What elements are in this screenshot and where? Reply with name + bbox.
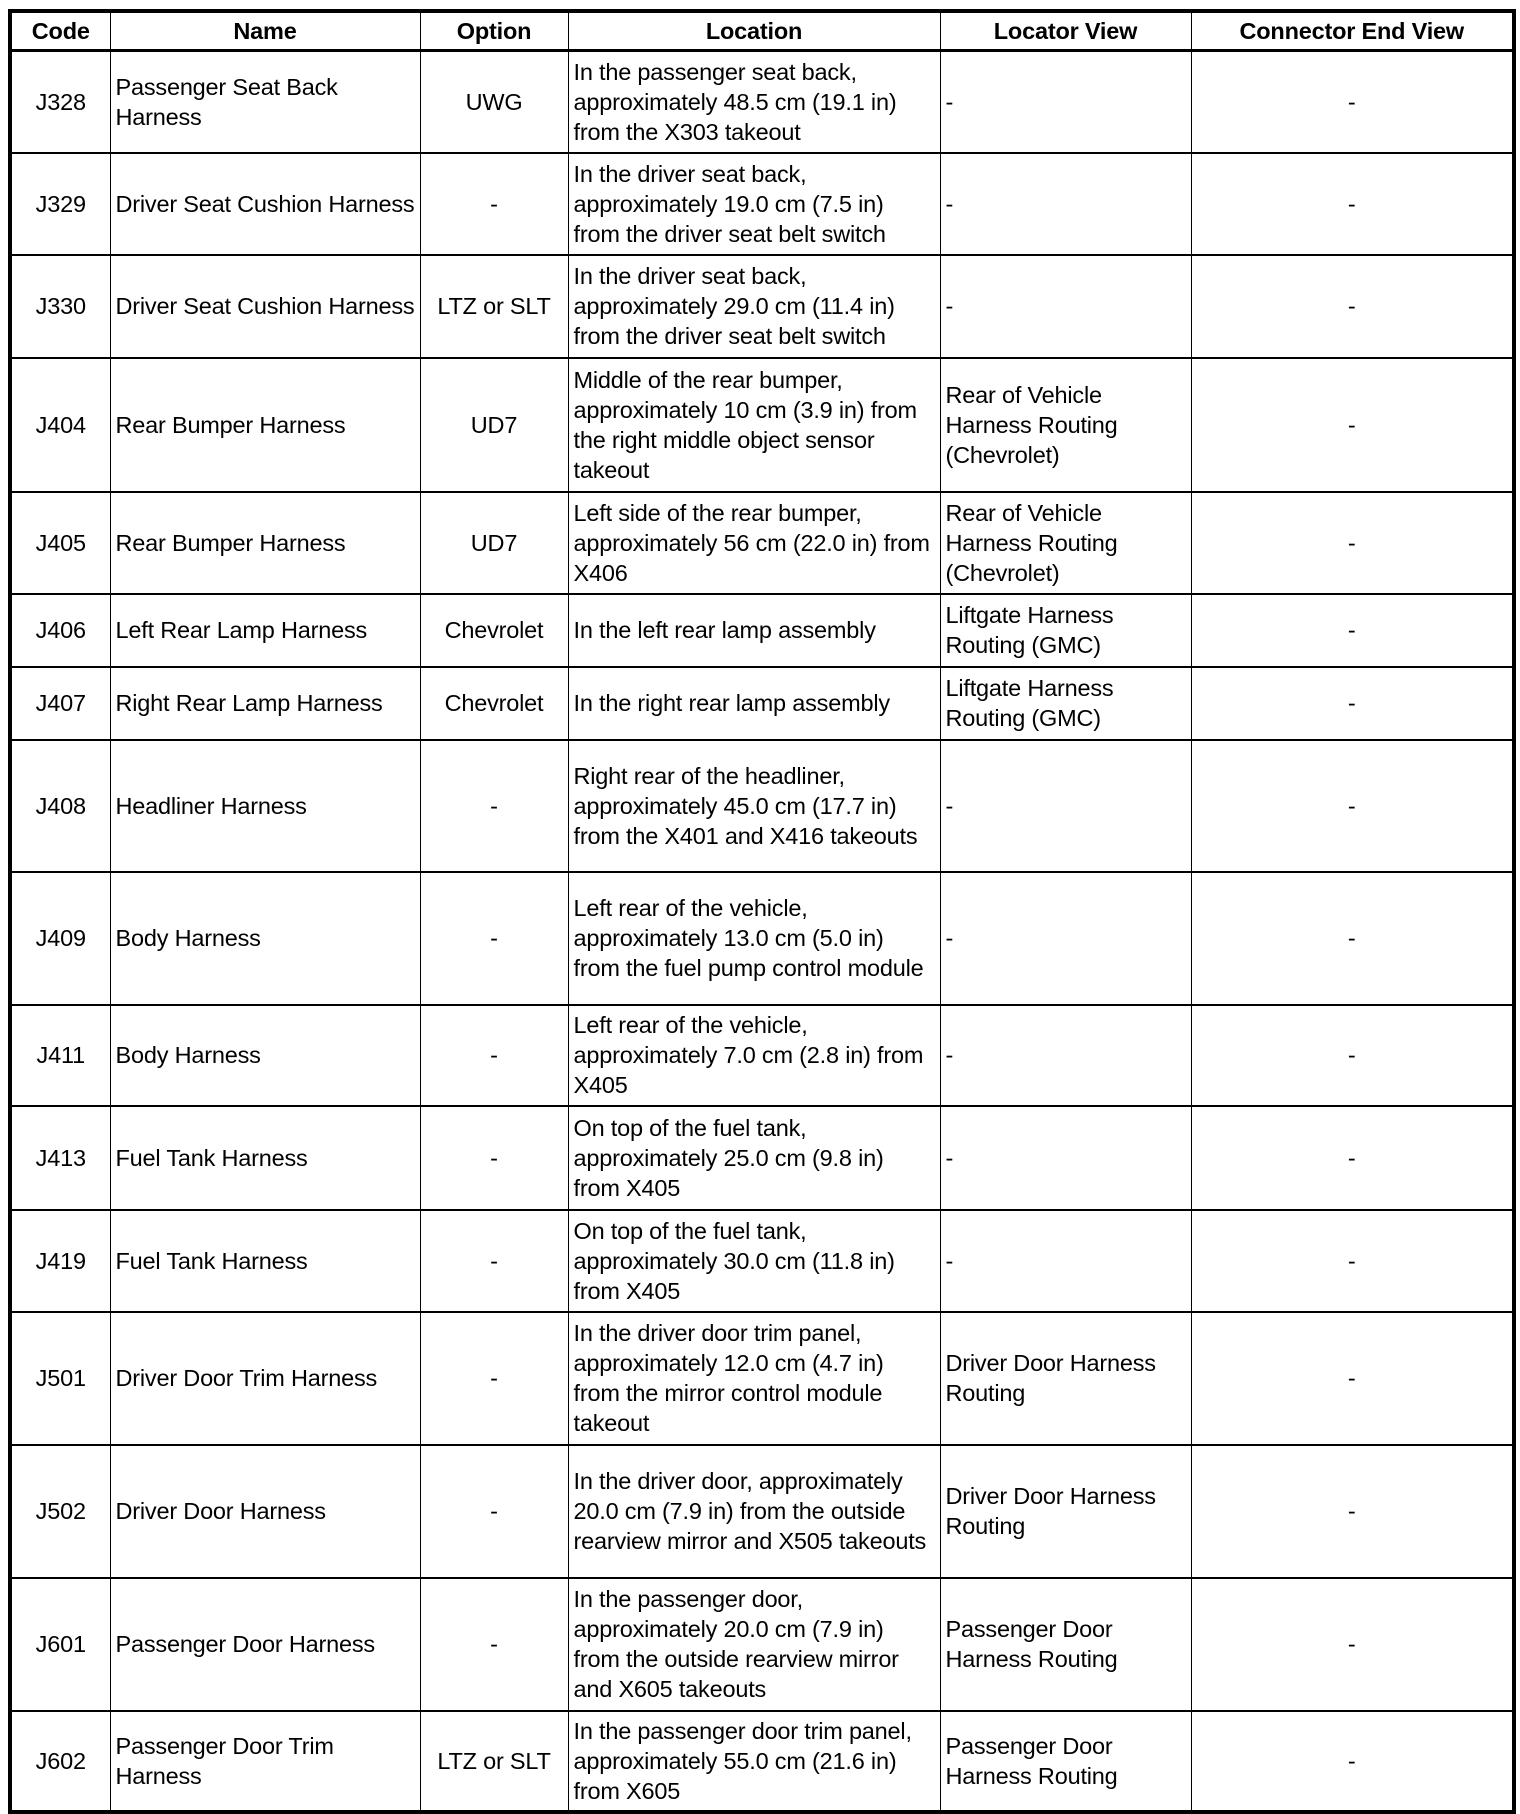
- cell-locator-view: -: [940, 153, 1191, 255]
- cell-name: Right Rear Lamp Harness: [110, 667, 420, 740]
- cell-locator-view: Passenger Door Harness Routing: [940, 1578, 1191, 1711]
- table-row: [10, 255, 1514, 358]
- cell-code: J502: [10, 1445, 110, 1578]
- cell-location: Right rear of the headliner, approximately 45.0 cm (17.7 in) from the X401 and X416 takeouts: [568, 740, 940, 872]
- cell-code: J407: [10, 667, 110, 740]
- cell-locator-view: Liftgate Harness Routing (GMC): [940, 667, 1191, 740]
- cell-connector-end-view: -: [1191, 1106, 1514, 1210]
- cell-option: -: [420, 1445, 568, 1578]
- cell-connector-end-view: -: [1191, 1210, 1514, 1312]
- cell-locator-view: -: [940, 740, 1191, 872]
- cell-location: On top of the fuel tank, approximately 30.0 cm (11.8 in) from X405: [568, 1210, 940, 1312]
- header-option: Option: [420, 11, 568, 51]
- cell-option: UWG: [420, 51, 568, 153]
- cell-option: LTZ or SLT: [420, 255, 568, 358]
- cell-option: -: [420, 1005, 568, 1106]
- cell-connector-end-view: -: [1191, 1312, 1514, 1445]
- table-row: [10, 594, 1514, 667]
- cell-code: J411: [10, 1005, 110, 1106]
- cell-connector-end-view: -: [1191, 1711, 1514, 1812]
- table-row: [10, 1106, 1514, 1210]
- cell-locator-view: Driver Door Harness Routing: [940, 1445, 1191, 1578]
- cell-locator-view: Rear of Vehicle Harness Routing (Chevrolet): [940, 358, 1191, 492]
- cell-connector-end-view: -: [1191, 1578, 1514, 1711]
- cell-location: In the left rear lamp assembly: [568, 594, 940, 667]
- cell-location: Left rear of the vehicle, approximately 13.0 cm (5.0 in) from the fuel pump control module: [568, 872, 940, 1005]
- cell-location: Middle of the rear bumper, approximately 10 cm (3.9 in) from the right middle object sensor takeout: [568, 358, 940, 492]
- cell-name: Passenger Seat Back Harness: [110, 51, 420, 153]
- cell-name: Driver Seat Cushion Harness: [110, 255, 420, 358]
- cell-code: J404: [10, 358, 110, 492]
- cell-location: On top of the fuel tank, approximately 25.0 cm (9.8 in) from X405: [568, 1106, 940, 1210]
- cell-locator-view: Driver Door Harness Routing: [940, 1312, 1191, 1445]
- cell-option: -: [420, 1210, 568, 1312]
- cell-name: Rear Bumper Harness: [110, 492, 420, 594]
- cell-option: -: [420, 1106, 568, 1210]
- table-row: [10, 358, 1514, 492]
- cell-location: In the driver door trim panel, approximately 12.0 cm (4.7 in) from the mirror control module takeout: [568, 1312, 940, 1445]
- cell-location: In the driver door, approximately 20.0 cm (7.9 in) from the outside rearview mirror and X505 takeouts: [568, 1445, 940, 1578]
- cell-option: UD7: [420, 358, 568, 492]
- cell-option: -: [420, 740, 568, 872]
- cell-code: J405: [10, 492, 110, 594]
- header-locator-view: Locator View: [940, 11, 1191, 51]
- cell-location: In the driver seat back, approximately 29.0 cm (11.4 in) from the driver seat belt switch: [568, 255, 940, 358]
- cell-locator-view: -: [940, 51, 1191, 153]
- header-row: [10, 11, 1514, 51]
- cell-name: Driver Door Trim Harness: [110, 1312, 420, 1445]
- cell-connector-end-view: -: [1191, 872, 1514, 1005]
- cell-name: Fuel Tank Harness: [110, 1106, 420, 1210]
- table-row: [10, 153, 1514, 255]
- cell-location: Left rear of the vehicle, approximately 7.0 cm (2.8 in) from X405: [568, 1005, 940, 1106]
- cell-option: -: [420, 153, 568, 255]
- cell-locator-view: -: [940, 255, 1191, 358]
- header-connector-end-view: Connector End View: [1191, 11, 1514, 51]
- cell-location: In the driver seat back, approximately 19.0 cm (7.5 in) from the driver seat belt switch: [568, 153, 940, 255]
- cell-connector-end-view: -: [1191, 594, 1514, 667]
- cell-name: Driver Door Harness: [110, 1445, 420, 1578]
- cell-name: Body Harness: [110, 1005, 420, 1106]
- cell-option: Chevrolet: [420, 594, 568, 667]
- cell-connector-end-view: -: [1191, 51, 1514, 153]
- cell-name: Headliner Harness: [110, 740, 420, 872]
- table-row: [10, 492, 1514, 594]
- cell-option: -: [420, 1578, 568, 1711]
- cell-code: J408: [10, 740, 110, 872]
- table-header: [10, 11, 1514, 51]
- table-row: [10, 1005, 1514, 1106]
- cell-connector-end-view: -: [1191, 153, 1514, 255]
- table-row: [10, 1445, 1514, 1578]
- cell-name: Fuel Tank Harness: [110, 1210, 420, 1312]
- cell-code: J409: [10, 872, 110, 1005]
- cell-code: J501: [10, 1312, 110, 1445]
- cell-code: J330: [10, 255, 110, 358]
- table-row: [10, 740, 1514, 872]
- cell-connector-end-view: -: [1191, 740, 1514, 872]
- cell-name: Left Rear Lamp Harness: [110, 594, 420, 667]
- cell-location: In the right rear lamp assembly: [568, 667, 940, 740]
- cell-code: J329: [10, 153, 110, 255]
- table-row: [10, 51, 1514, 153]
- cell-location: In the passenger seat back, approximately 48.5 cm (19.1 in) from the X303 takeout: [568, 51, 940, 153]
- cell-locator-view: -: [940, 1210, 1191, 1312]
- cell-name: Body Harness: [110, 872, 420, 1005]
- cell-name: Passenger Door Harness: [110, 1578, 420, 1711]
- table-row: [10, 872, 1514, 1005]
- cell-name: Driver Seat Cushion Harness: [110, 153, 420, 255]
- header-location: Location: [568, 11, 940, 51]
- cell-location: Left side of the rear bumper, approximately 56 cm (22.0 in) from X406: [568, 492, 940, 594]
- cell-connector-end-view: -: [1191, 1005, 1514, 1106]
- cell-locator-view: Liftgate Harness Routing (GMC): [940, 594, 1191, 667]
- cell-locator-view: -: [940, 1005, 1191, 1106]
- cell-locator-view: -: [940, 872, 1191, 1005]
- cell-locator-view: -: [940, 1106, 1191, 1210]
- cell-option: Chevrolet: [420, 667, 568, 740]
- table-row: [10, 1210, 1514, 1312]
- cell-connector-end-view: -: [1191, 492, 1514, 594]
- cell-code: J406: [10, 594, 110, 667]
- cell-location: In the passenger door, approximately 20.0 cm (7.9 in) from the outside rearview mirror and X605 takeouts: [568, 1578, 940, 1711]
- table-row: [10, 667, 1514, 740]
- cell-option: -: [420, 872, 568, 1005]
- cell-locator-view: Passenger Door Harness Routing: [940, 1711, 1191, 1812]
- cell-connector-end-view: -: [1191, 667, 1514, 740]
- cell-name: Passenger Door Trim Harness: [110, 1711, 420, 1812]
- table-row: [10, 1312, 1514, 1445]
- cell-option: -: [420, 1312, 568, 1445]
- table-row: [10, 1711, 1514, 1812]
- connector-location-table: [8, 9, 1516, 1814]
- cell-code: J419: [10, 1210, 110, 1312]
- cell-code: J413: [10, 1106, 110, 1210]
- table-body: [10, 51, 1514, 1812]
- cell-option: UD7: [420, 492, 568, 594]
- cell-connector-end-view: -: [1191, 358, 1514, 492]
- cell-code: J602: [10, 1711, 110, 1812]
- cell-location: In the passenger door trim panel, approximately 55.0 cm (21.6 in) from X605: [568, 1711, 940, 1812]
- cell-code: J601: [10, 1578, 110, 1711]
- cell-option: LTZ or SLT: [420, 1711, 568, 1812]
- cell-locator-view: Rear of Vehicle Harness Routing (Chevrolet): [940, 492, 1191, 594]
- cell-code: J328: [10, 51, 110, 153]
- cell-name: Rear Bumper Harness: [110, 358, 420, 492]
- table-row: [10, 1578, 1514, 1711]
- header-name: Name: [110, 11, 420, 51]
- header-code: Code: [10, 11, 110, 51]
- cell-connector-end-view: -: [1191, 255, 1514, 358]
- cell-connector-end-view: -: [1191, 1445, 1514, 1578]
